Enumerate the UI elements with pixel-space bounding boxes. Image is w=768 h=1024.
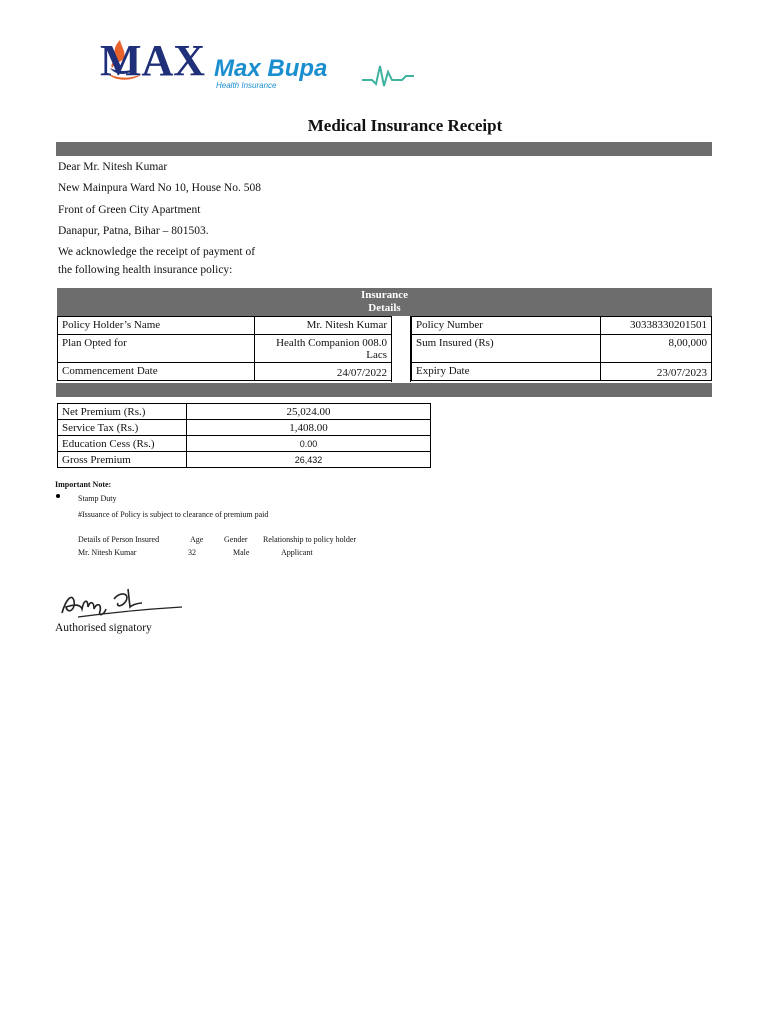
policy-number-label: Policy Number bbox=[411, 316, 601, 335]
policy-number-value: 30338330201501 bbox=[600, 316, 712, 335]
commencement-date-label: Commencement Date bbox=[57, 362, 255, 381]
max-bupa-logo-text: Max Bupa bbox=[214, 55, 328, 82]
signature-image bbox=[58, 585, 188, 621]
acknowledgement-line-2: the following health insurance policy: bbox=[58, 264, 233, 276]
bullet-icon bbox=[56, 494, 60, 498]
commencement-date-value: 24/07/2022 bbox=[254, 362, 392, 381]
page-title: Medical Insurance Receipt bbox=[307, 116, 503, 135]
address-line-1: New Mainpura Ward No 10, House No. 508 bbox=[58, 182, 261, 194]
sum-insured-label: Sum Insured (Rs) bbox=[411, 334, 601, 363]
salutation: Dear Mr. Nitesh Kumar bbox=[58, 161, 168, 173]
net-premium-value: 25,024.00 bbox=[186, 403, 431, 420]
max-bupa-subtitle: Health Insurance bbox=[216, 81, 277, 90]
service-tax-value: 1,408.00 bbox=[186, 419, 431, 436]
insured-header-gender: Gender bbox=[224, 535, 248, 544]
acknowledgement-line-1: We acknowledge the receipt of payment of bbox=[58, 246, 256, 258]
insured-relationship: Applicant bbox=[281, 548, 313, 557]
insured-gender: Male bbox=[233, 548, 250, 557]
plan-value-line-2: Lacs bbox=[366, 349, 387, 361]
net-premium-label: Net Premium (Rs.) bbox=[57, 403, 187, 420]
address-line-3: Danapur, Patna, Bihar – 801503. bbox=[58, 225, 209, 237]
insured-name: Mr. Nitesh Kumar bbox=[78, 548, 137, 557]
issuance-note: #Issuance of Policy is subject to clearance of premium paid bbox=[78, 510, 269, 519]
insurance-details-title-1: Insurance bbox=[360, 289, 409, 301]
header-divider-bar bbox=[56, 142, 712, 156]
stamp-duty-note: Stamp Duty bbox=[78, 494, 117, 503]
table-gap bbox=[391, 316, 411, 382]
sum-insured-value: 8,00,000 bbox=[600, 334, 712, 363]
authorised-signatory-label: Authorised signatory bbox=[55, 622, 152, 634]
expiry-date-label: Expiry Date bbox=[411, 362, 601, 381]
insured-header-relationship: Relationship to policy holder bbox=[263, 535, 357, 544]
important-note-heading: Important Note: bbox=[55, 480, 112, 489]
plan-value-line-1: Health Companion 008.0 bbox=[276, 337, 387, 349]
education-cess-value: 0.00 bbox=[186, 435, 431, 452]
expiry-date-value: 23/07/2023 bbox=[600, 362, 712, 381]
insured-age: 32 bbox=[188, 548, 196, 557]
plan-value bbox=[254, 334, 392, 363]
policy-holder-value: Mr. Nitesh Kumar bbox=[254, 316, 392, 335]
max-logo-text: MAX bbox=[100, 36, 206, 85]
heartbeat-wave-icon bbox=[362, 60, 414, 90]
plan-label: Plan Opted for bbox=[57, 334, 255, 363]
insurance-details-title-2: Details bbox=[368, 302, 401, 314]
insured-header-age: Age bbox=[190, 535, 204, 544]
address-line-2: Front of Green City Apartment bbox=[58, 204, 201, 216]
education-cess-label: Education Cess (Rs.) bbox=[57, 435, 187, 452]
gross-premium-value: 26,432 bbox=[186, 451, 431, 468]
insured-header-name: Details of Person Insured bbox=[78, 535, 160, 544]
gross-premium-label: Gross Premium bbox=[57, 451, 187, 468]
premium-divider-bar bbox=[56, 383, 712, 397]
service-tax-label: Service Tax (Rs.) bbox=[57, 419, 187, 436]
policy-holder-label: Policy Holder’s Name bbox=[57, 316, 255, 335]
